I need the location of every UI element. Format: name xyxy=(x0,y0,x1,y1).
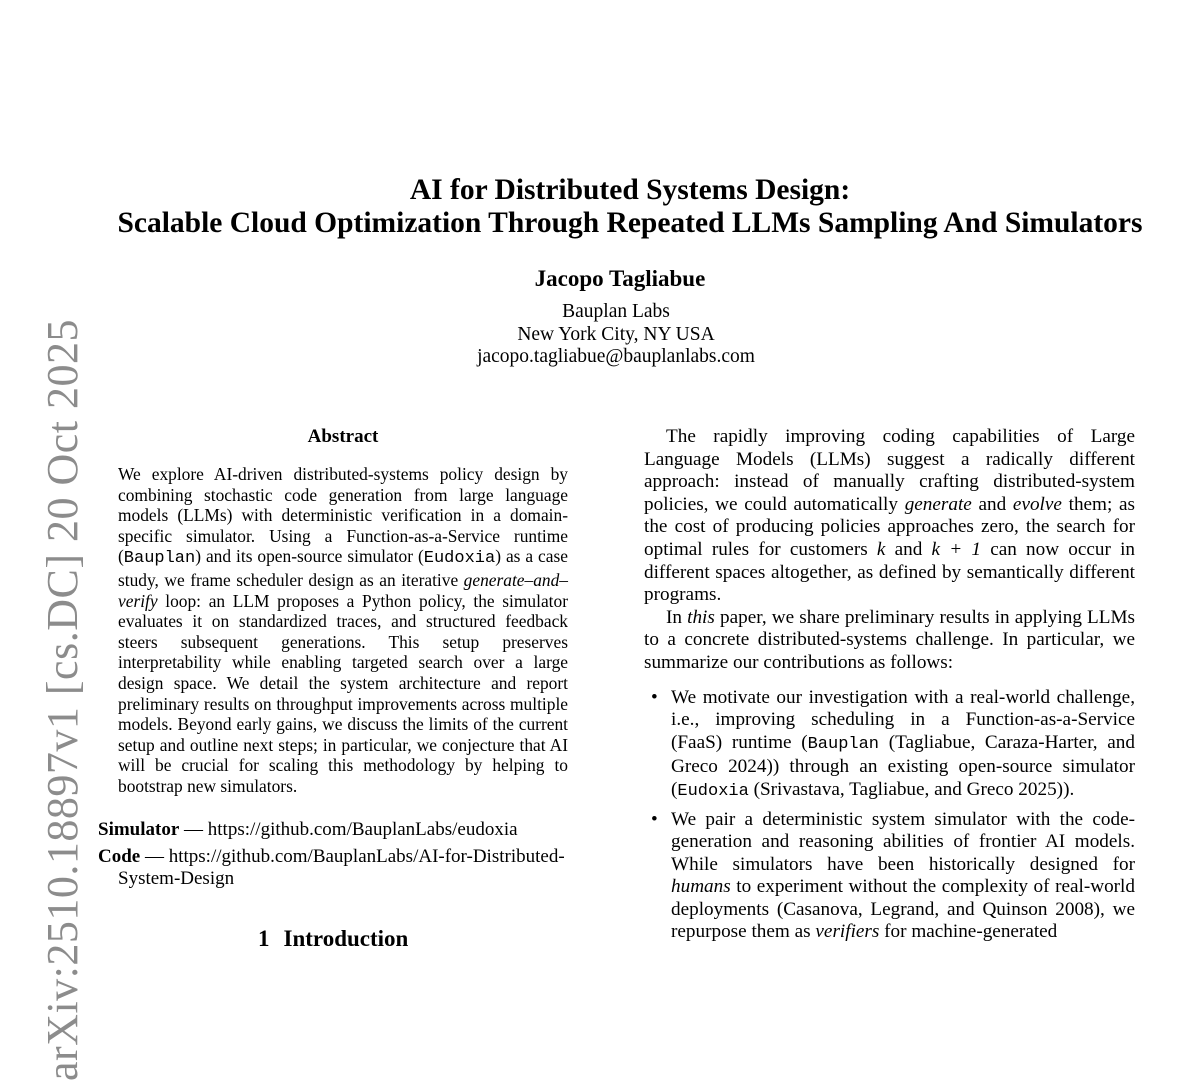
author-affiliation xyxy=(0,301,1200,369)
author-email[interactable]: jacopo.tagliabue@bauplanlabs.com xyxy=(477,346,755,367)
section-number: 1 xyxy=(258,926,270,951)
intro-text: to experiment without the complexity of real-world deployments (Casanova, Legrand, and Quinson 2008), we repurpose them as xyxy=(671,876,1135,943)
bullet-icon: • xyxy=(651,808,658,830)
intro-text: We pair a deterministic system simulator with the code-generation and reasoning abilities of frontier AI models. While simulators have been historically designed for xyxy=(671,808,1135,875)
code-separator: — xyxy=(140,845,169,867)
abstract-code-eudoxia: Eudoxia xyxy=(423,549,496,569)
list-item xyxy=(644,809,1135,945)
intro-text: The rapidly improving coding capabilities of Large Language Models (LLMs) suggest a radically different approach: instead of manually crafting distributed-system policies, we could automatically xyxy=(644,426,1135,515)
simulator-link-row xyxy=(98,819,578,842)
section-title: Introduction xyxy=(283,926,409,951)
simulator-separator: — xyxy=(179,819,208,840)
intro-emphasis: evolve xyxy=(1012,493,1062,515)
intro-text: paper, we share preliminary results in applying LLMs to a concrete distributed-systems challenge. In particular, we summarize our contributions as follows: xyxy=(644,606,1136,673)
intro-emphasis: generate xyxy=(904,493,972,515)
math-expression-k-plus-1: k + 1 xyxy=(931,538,981,560)
intro-text: can now occur in different spaces altogether, as defined by semantically different programs. xyxy=(644,538,1135,606)
intro-text: and xyxy=(885,538,932,560)
list-item xyxy=(644,687,1135,804)
paper-title-line-2: Scalable Cloud Optimization Through Repeated LLMs Sampling And Simulators xyxy=(117,207,1143,239)
author-location: New York City, NY USA xyxy=(517,323,715,345)
simulator-url-link[interactable]: https://github.com/BauplanLabs/eudoxia xyxy=(207,819,518,840)
intro-emphasis: verifiers xyxy=(815,921,880,943)
contributions-list xyxy=(644,687,1135,945)
abstract-text: We explore AI-driven distributed-systems policy design by combining stochastic code generation from large language models (LLMs) with deterministic verification in a domain-specific simulator. Using a Function-as-a-Service runtime ( xyxy=(118,464,568,567)
intro-code-bauplan: Bauplan xyxy=(807,734,880,754)
intro-text: In xyxy=(666,606,688,628)
arxiv-identifier-stamp: arXiv:2510.18897v1 [cs.DC] 20 Oct 2025 xyxy=(38,318,87,1081)
intro-paragraph-2 xyxy=(644,607,1135,675)
intro-text: for machine-generated xyxy=(879,921,1058,943)
intro-text: We motivate our investigation with a real-world challenge, i.e., improving scheduling in a Function-as-a-Service (FaaS) runtime ( xyxy=(671,686,1135,753)
abstract-body xyxy=(118,464,568,797)
simulator-label: Simulator xyxy=(98,819,180,840)
math-variable-k: k xyxy=(876,538,886,560)
intro-emphasis: humans xyxy=(671,876,731,898)
abstract-text: loop: an LLM proposes a Python policy, the simulator evaluates it on standardized traces, and structured feedback steers subsequent generations. This setup preserves interpretability while enabling targeted search over a large design space. We detail the system architecture and report preliminary results on throughput improvements across multiple models. Beyond early gains, we discuss the limits of the current setup and outline next steps; in particular, we conjecture that AI will be crucial for scaling this methodology by helping to bootstrap new simulators. xyxy=(118,590,568,796)
author-organization: Bauplan Labs xyxy=(562,301,670,322)
abstract-text: ) and its open-source simulator ( xyxy=(195,546,424,567)
code-url-link[interactable]: https://github.com/BauplanLabs/AI-for-Distributed-System-Design xyxy=(118,845,565,889)
intro-paragraph-1 xyxy=(644,426,1135,607)
intro-text: them; as the cost of producing policies approaches zero, the search for optimal rules for customers xyxy=(644,493,1135,560)
abstract-code-bauplan: Bauplan xyxy=(123,549,196,569)
intro-emphasis: this xyxy=(687,606,715,628)
code-label: Code xyxy=(98,845,141,867)
paper-title xyxy=(60,174,1200,240)
intro-text: and xyxy=(971,493,1013,515)
intro-text: (Tagliabue, Caraza-Harter, and Greco 2024)) through an existing open-source simulator ( xyxy=(671,731,1135,800)
bullet-icon: • xyxy=(651,686,658,708)
abstract-heading: Abstract xyxy=(307,426,379,447)
paper-title-line-1: AI for Distributed Systems Design: xyxy=(409,174,851,206)
intro-code-eudoxia: Eudoxia xyxy=(677,781,749,801)
introduction-body xyxy=(644,426,1135,949)
author-name: Jacopo Tagliabue xyxy=(534,266,706,291)
abstract-emphasis: generate–and–verify xyxy=(118,569,568,611)
resource-links xyxy=(98,819,578,895)
section-heading-introduction xyxy=(258,926,408,952)
intro-text: (Srivastava, Tagliabue, and Greco 2025)). xyxy=(748,778,1075,800)
abstract-text: ) as a case study, we frame scheduler design as an iterative xyxy=(118,546,568,590)
code-link-row xyxy=(98,846,578,891)
